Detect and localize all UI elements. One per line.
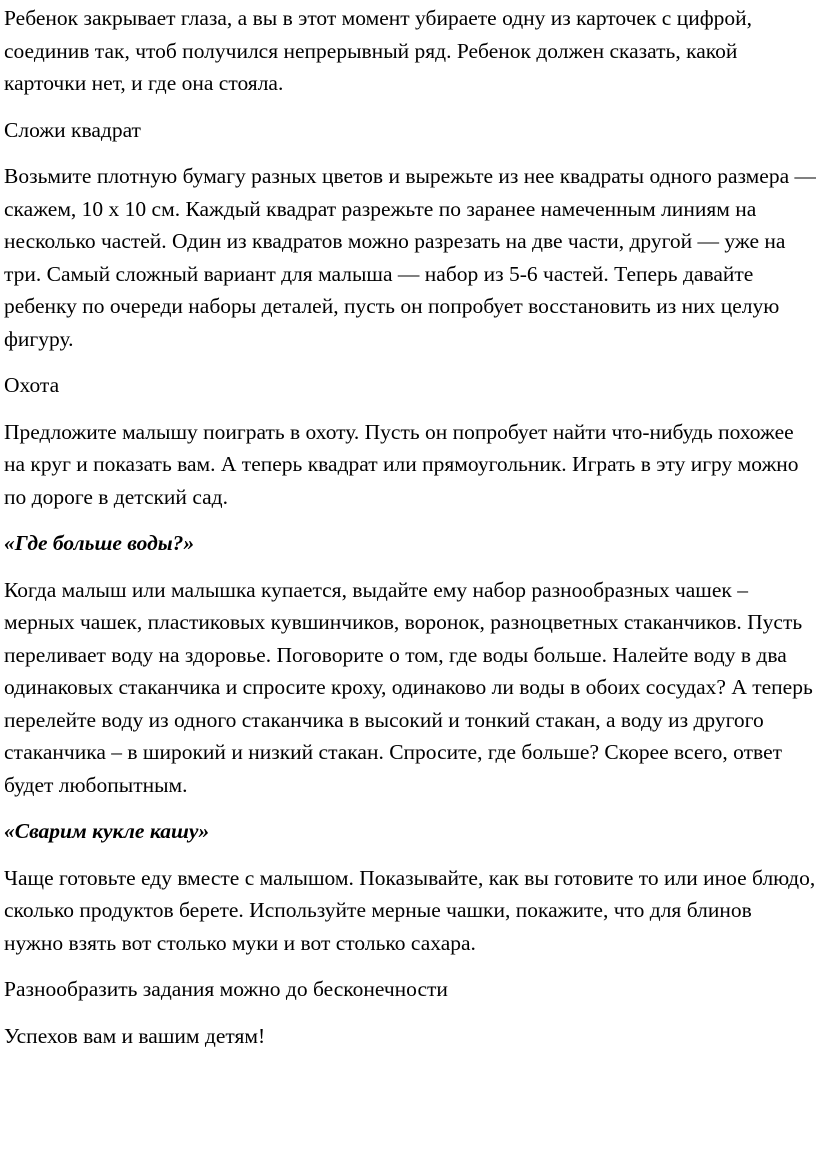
closing-wishes-line: Успехов вам и вашим детям! bbox=[4, 1023, 266, 1048]
section-heading-water: «Где больше воды?» bbox=[4, 531, 195, 555]
hunt-game-paragraph: Предложите малышу поиграть в охоту. Пусть он попробует найти что-нибудь похожее на круг и показать вам. А теперь квадрат или прямоугольник. Играть в эту игру можно по дороге в детский сад. bbox=[4, 419, 799, 509]
section-heading-square: Сложи квадрат bbox=[4, 117, 141, 142]
water-game-paragraph: Когда малыш или малышка купается, выдайте ему набор разнообразных чашек – мерных чашек, пластиковых кувшинчиков, воронок, разноцветных стаканчиков. Пусть переливает воду на здоровье. Поговорите о том, где воды больше. Налейте воду в два одинаковых стаканчика и спросите кроху, одинаково ли воды в обоих сосудах? А теперь перелейте воду из одного стаканчика в высокий и тонкий стакан, а воду из другого стаканчика – в широкий и низкий стакан. Спросите, где больше? Скорее всего, ответ будет любопытным. bbox=[4, 577, 813, 797]
intro-cards-paragraph: Ребенок закрывает глаза, а вы в этот момент убираете одну из карточек с цифрой, соединив так, чтоб получился непрерывный ряд. Ребенок должен сказать, какой карточки нет, и где она стояла. bbox=[4, 6, 753, 95]
square-game-paragraph: Возьмите плотную бумагу разных цветов и вырежьте из нее квадраты одного размера — скажем, 10 х 10 см. Каждый квадрат разрежьте по заранее намеченным линиям на несколько частей. Один из квадратов можно разрезать на две части, другой — уже на три. Самый сложный вариант для малыша — набор из 5-6 частей. Теперь давайте ребенку по очереди наборы деталей, пусть он попробует восстановить из них целую фигуру. bbox=[4, 164, 816, 351]
section-heading-porridge: «Сварим кукле кашу» bbox=[4, 819, 210, 843]
section-heading-hunt: Охота bbox=[4, 373, 60, 397]
porridge-game-paragraph: Чаще готовьте еду вместе с малышом. Показывайте, как вы готовите то или иное блюдо, сколько продуктов берете. Используйте мерные чашки, покажите, что для блинов нужно взять вот столько муки и вот столько сахара. bbox=[4, 865, 816, 955]
closing-variety-line: Разнообразить задания можно до бесконечности bbox=[4, 977, 448, 1001]
